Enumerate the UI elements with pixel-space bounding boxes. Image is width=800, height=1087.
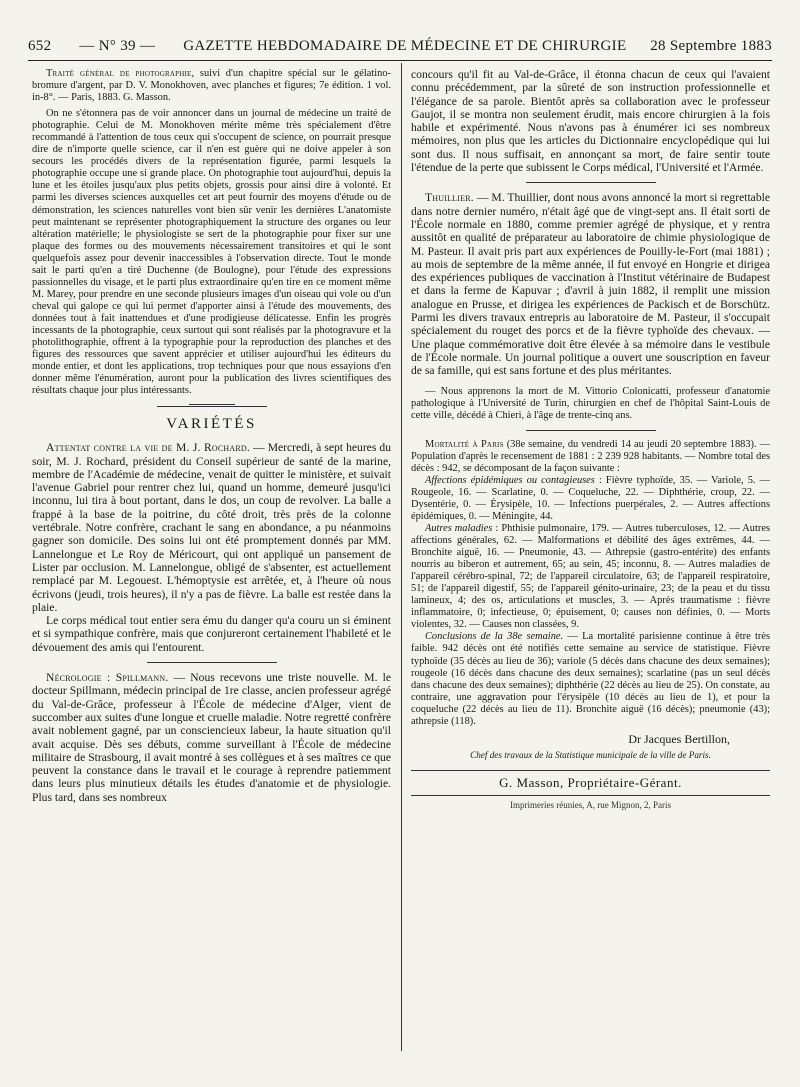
section-rule [526, 182, 656, 183]
book-notice [32, 68, 391, 397]
section-rule [147, 662, 277, 663]
header-rule [28, 60, 772, 61]
autres-text: : Phthisie pulmonaire, 179. — Autres tuberculoses, 12. — Autres affections générales, 62. — Malformations et débilité des âges extrêmes, 44. — Bronchite aiguë, 16. — Pneumonie, 43. — Athrepsie (gastro-entérite) des enfants nourris au biberon et autrement, 65; au sein, 45; inconnu, 8. — Autres maladies de l'appareil cérébro-spinal, 72; de l'appareil circulatoire, 63; de l'appareil respiratoire, 51; de l'appareil digestif, 55; de l'appareil génito-urinaire, 23; de la peau et du tissu lamineux, 4; des os, articulations et muscles, 3. — Après traumatisme : fièvre inflammatoire, 0; infectieuse, 0; épuisement, 0; causes non définies, 0. — Morts violentes, 32. — Causes non classées, 9. [411, 523, 770, 631]
signature-subtitle: Chef des travaux de la Statistique municipale de la ville de Paris. [470, 749, 711, 760]
book-notice-text [32, 68, 391, 104]
ornamental-rule [157, 406, 267, 407]
book-notice-rest: suivi d'un chapitre spécial sur le gélatino-bromure d'argent, par D. V. Monokhoven, avec planches et figures; 7e édition. 1 vol. in-8°. — Paris, 1883. G. Masson. [32, 68, 391, 104]
attentat-text: — Mercredi, à sept heures du soir, M. J. Rochard, président du Conseil supérieur de santé de la marine, membre de l'Académie de médecine, venait de quitter le ministère, et suivait l'avenue Gabriel pour rentrer chez lui, quand un homme, demeuré jusqu'ici inconnu, lui tira à bout portant, dans le dos, un coup de revolver. La balle a frappé à la base de la poitrine, du côté droit, très près de la colonne vertébrale. Notre confrère, crachant le sang en abondance, a pu néanmoins gagner son domicile. Des soins lui ont été promptement donnés par MM. Lannelongue et Le Roy de Méricourt, qui ont appliqué un pansement de Lister par occlusion. M. Lannelongue, obligé de s'absenter, est actuellement remplacé par M. Legouest. L'hémoptysie est arrêtée, et, à l'heure où nous écrivons (jeudi, trois heures), il n'y a pas de fièvre. La balle est restée dans la plaie. [32, 441, 391, 614]
book-review: On ne s'étonnera pas de voir annoncer dans un journal de médecine un traité de photographie. Celui de M. Monokhoven mérite même très spécialement d'être recommandé à l'attention de tous ceux qui s'occupent de science, on pourrait presque dire de n'importe quelle science, car il n'en est guère qui ne doive appeler à son secours les procédés divers de la représentation figurée, parmi lesquels la photographie occupe une si grande place. On photographie tout aujourd'hui, depuis la lune et les étoiles jusqu'aux plus petits objets, grossis pour ainsi dire à volonté. Et parmi les diverses sciences auxquelles cet art peut fournir des moyens d'étude ou de démonstration, les sciences naturelles vont bien sûr venir les dernières L'anatomiste peut maintenant se représenter photographiquement la structure des organes ou leur altération matérielle; le physiologiste se sert de la photographie pour fixer sur une plaque des formes ou des mouvements nécessairement transitoires et qui le sont quelquefois assez pour devenir inaccessibles à l'observation directe. Tout le monde sait le parti qu'en a tiré Duchenne (de Boulogne), pour l'étude des expressions passionnelles du visage, et le parti plus extraordinaire qu'en tire en ce moment même M. Marey, pour prendre en une seconde plusieurs images d'un oiseau qui vole ou d'un cheval qui galope ce qui lui permet d'apporter ainsi à l'étude des mouvements, des données tout à fait inattendues et d'une prodigieuse délicatesse. Enfin les progrès incessants de la photographie, ceux surtout qui sont réalisés par la photogravure et la photolithographie, offrent à la typographie pour la reproduction des planches et des figures des ressources que savent apprécier et utiliser aujourd'hui les éditeurs du monde entier, et dont les applications, trop techniques pour que nous essayions d'en donner même l'énumération, auront pour la publication des livres scientifiques des résultats chaque jour plus intéressants. [32, 108, 391, 397]
issue-number: — N° 39 — [79, 37, 156, 54]
necrologie-text: — Nous recevons une triste nouvelle. M. le docteur Spillmann, médecin principal de 1re classe, ancien professeur agrégé du Val-de-Grâce, professeur à l'École de médecine d'Alger, vient de succomber aux suites d'une longue et cruelle maladie. Notre regretté confrère avait noblement gagné, par un consciencieux labeur, la haute situation qu'il avait acquise. Dès ses débuts, comme surveillant à l'École de médecine militaire de Strasbourg, il avait montré à ses collègues et à ses maîtres ce que peuvent la constance dans le travail et le courage à reprendre patiemment dans leurs plus minutieux détails les études d'anatomie et de physiologie. Plus tard, dans ses nombreux [32, 671, 391, 804]
printer-imprint: Imprimeries réunies, A, rue Mignon, 2, Paris [510, 799, 671, 810]
issue-date: 28 Septembre 1883 [650, 37, 772, 54]
necrologie-paragraph [32, 671, 391, 804]
page-number: 652 [28, 37, 52, 54]
gerant-line: G. Masson, Propriétaire-Gérant. [499, 774, 682, 790]
mortalite-conclusions [411, 631, 770, 727]
book-notice-title: Traité général de photographie, [46, 68, 195, 79]
autres-label: Autres maladies [425, 523, 493, 534]
thuillier-text: — M. Thuillier, dont nous avons annoncé la mort si regrettable dans notre dernier numéro, n'était âgé que de vingt-sept ans. Il était sorti de l'École normale en 1880, comme premier agrégé de physique, et y rentra aussitôt en qualité de préparateur au laboratoire de chimie physiologique de M. Pasteur. Il avait pris part aux expériences de Pouilly-le-Fort (mai 1881) ; au mois de septembre de la même année, il fut envoyé en Hongrie et dirigea des expériences publiques de vaccination à l'Institut vétérinaire de Budapest et dans la ferme de Kapuvar ; d'avril à juin 1882, il remplit une mission analogue en Prusse, et dirigea les expériences de Packisch et de Borschütz. Parmi les divers travaux entrepris au laboratoire de M. Pasteur, il s'occupait spécialement du rouget des porcs et de la fièvre typhoïde des chevaux. — Une plaque commémorative doit être élevée à sa mémoire dans le vestibule de l'École normale. Un journal politique a ouvert une souscription en faveur de sa famille, qui est sans fortune et des plus méritantes. [411, 191, 770, 378]
running-header [28, 36, 772, 56]
section-title-varietes: VARIÉTÉS [166, 416, 257, 433]
thuillier-paragraph [411, 191, 770, 377]
signature: Dr Jacques Bertillon, [628, 731, 730, 746]
necrologie-title: Nécrologie : Spillmann. [46, 671, 169, 685]
epidemiques-text: : Fièvre typhoïde, 35. — Variole, 5. — Rougeole, 16. — Scarlatine, 0. — Coqueluche, 22. — Diphthérie, croup, 22. — Dysentérie, 0. — Érysipèle, 10. — Infections puerpérales, 2. — Autres affections épidémiques, 0. — Méningite, 44. [411, 474, 770, 522]
spillmann-continuation: concours qu'il fit au Val-de-Grâce, il étonna chacun de ceux qui l'avaient connu précédemment, par la sûreté de son instruction professionnelle et l'élégance de sa parole. Bientôt après sa collaboration avec le professeur Gaujot, il se montra non seulement érudit, mais encore chirurgien à la fois habile et expérimenté. Nous n'avons pas à énumérer ici ses nombreux mémoires, non plus que les articles du Dictionnaire encyclopédique qui lui sont dus. Il nous suffisait, en annonçant sa mort, de faire sentir toute l'étendue de la perte que subissent le Corps médical, l'Université et l'Armée. [411, 68, 770, 175]
right-column [411, 68, 770, 810]
mortalite-epidemiques [411, 475, 770, 523]
mortalite-title: Mortalité à Paris [425, 438, 504, 450]
attentat-title: Attentat contre la vie de M. J. Rochard. [46, 441, 250, 455]
conclusions-text: — La mortalité parisienne continue à être très faible. 942 décès ont été notifiés cette semaine au service de statistique. Fièvre typhoïde (35 décès au lieu de 36); variole (5 décès dans chacune des deux semaines); rougeole (16 décès dans chacune des deux semaines); scarlatine (pas un seul décès dans chacune des deux semaines); diphthérie (22 décès au lieu de 25). On constate, au contraire, une aggravation pour l'érysipèle (10 décès au lieu de 1), et pour la coqueluche (22 décès au lieu de 11). Bronchite aiguë (16 décès); pneumonie (43); athrepsie (118). [411, 631, 770, 727]
left-column [32, 68, 391, 804]
gerant-rule-bottom [411, 795, 770, 796]
gerant-rule-top [411, 770, 770, 771]
column-divider [401, 63, 402, 1051]
journal-title: GAZETTE HEBDOMADAIRE DE MÉDECINE ET DE CHIRURGIE [183, 37, 627, 54]
conclusions-label: Conclusions de la 38e semaine. [425, 631, 564, 643]
colonicatti-paragraph: — Nous apprenons la mort de M. Vittorio Colonicatti, professeur d'anatomie pathologique à l'Université de Turin, chirurgien en chef de l'hôpital Saint-Louis de cette ville, décédé à Chieri, à l'âge de trente-cinq ans. [411, 385, 770, 421]
mortalite-autres [411, 523, 770, 631]
mortalite-intro-text: (38e semaine, du vendredi 14 au jeudi 20 septembre 1883). — Population d'après le recensement de 1881 : 2 239 928 habitants. — Nombre total des décès : 942, se décomposant de la façon suivante : [411, 438, 770, 474]
mortalite-section [411, 439, 770, 728]
attentat-paragraph-2: Le corps médical tout entier sera ému du danger qu'a couru un si éminent et si sympathique confrère, mais que conjureront certainement l'habileté et le dévouement des amis qui l'entourent. [32, 614, 391, 654]
section-rule [526, 430, 656, 431]
attentat-paragraph [32, 441, 391, 614]
mortalite-intro [411, 439, 770, 475]
thuillier-title: Thuillier. [425, 191, 474, 205]
epidemiques-label: Affections épidémiques ou contagieuses [425, 474, 595, 486]
